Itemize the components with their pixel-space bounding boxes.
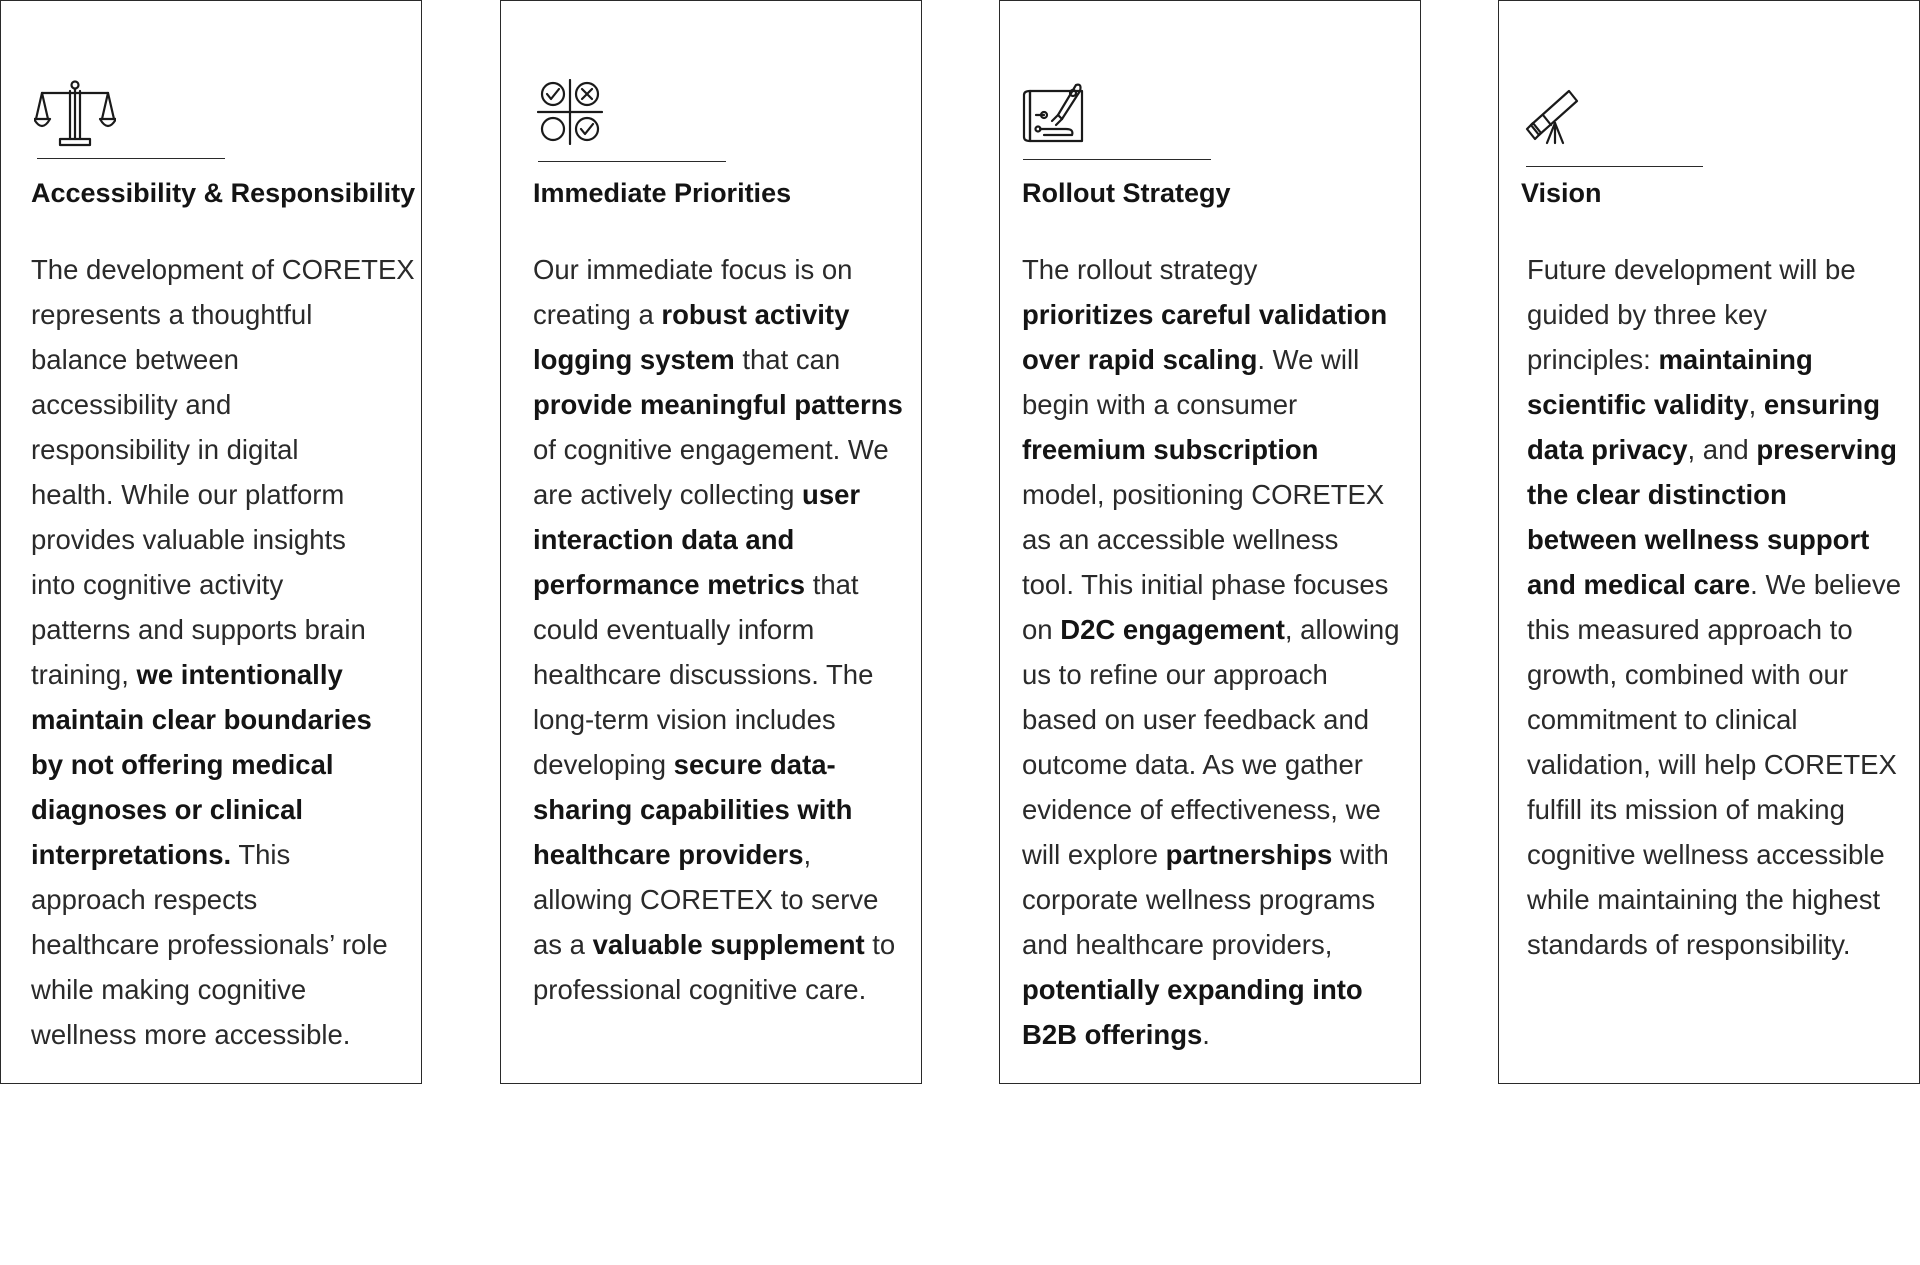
text-run: are actively collecting: [533, 479, 803, 510]
bold-text: between wellness support: [1527, 524, 1870, 555]
body-line: [31, 337, 407, 382]
text-run: This: [231, 839, 291, 870]
card-title: Accessibility & Responsibility: [31, 178, 416, 208]
body-line: [1527, 247, 1903, 292]
body-line: [533, 787, 909, 832]
text-run: based on user feedback and: [1022, 704, 1370, 735]
bold-text: healthcare providers: [533, 839, 804, 870]
body-line: [533, 292, 909, 337]
body-line: [1527, 922, 1903, 967]
body-line: [1527, 607, 1903, 652]
bold-text: maintaining: [1658, 344, 1813, 375]
text-run: allowing CORETEX to serve: [533, 884, 879, 915]
bold-text: over rapid scaling: [1022, 344, 1258, 375]
bold-text: logging system: [533, 344, 735, 375]
text-run: and healthcare providers,: [1022, 929, 1333, 960]
body-line: [533, 652, 909, 697]
text-run: creating a: [533, 299, 662, 330]
body-line: [31, 742, 407, 787]
body-line: [1527, 517, 1903, 562]
text-run: ,: [803, 839, 812, 870]
text-run: The development of CORETEX: [31, 254, 415, 285]
body-line: [533, 832, 909, 877]
text-run: patterns and supports brain: [31, 614, 366, 645]
body-line: [1022, 427, 1398, 472]
tic-tac-toe-grid-icon: [537, 79, 603, 145]
body-line: [1527, 697, 1903, 742]
body-line: [31, 697, 407, 742]
text-run: professional cognitive care.: [533, 974, 867, 1005]
text-run: evidence of effectiveness, we: [1022, 794, 1381, 825]
text-run: that can: [734, 344, 841, 375]
bold-text: user: [802, 479, 861, 510]
card-body: [533, 247, 909, 1012]
bold-text: freemium subscription: [1022, 434, 1319, 465]
text-run: will explore: [1022, 839, 1166, 870]
body-line: [533, 562, 909, 607]
body-line: [533, 742, 909, 787]
text-run: cognitive wellness accessible: [1527, 839, 1885, 870]
text-run: begin with a consumer: [1022, 389, 1298, 420]
bold-text: ensuring: [1763, 389, 1881, 420]
text-run: as an accessible wellness: [1022, 524, 1339, 555]
bold-text: B2B offerings: [1022, 1019, 1203, 1050]
text-run: standards of responsibility.: [1527, 929, 1851, 960]
body-line: [31, 247, 415, 292]
body-line: [31, 832, 407, 877]
body-line: [533, 607, 909, 652]
body-line: [1022, 517, 1398, 562]
text-run: could eventually inform: [533, 614, 815, 645]
divider: [1023, 159, 1211, 160]
text-run: .: [1202, 1019, 1210, 1050]
body-line: [533, 877, 909, 922]
body-line: [1022, 742, 1398, 787]
text-run: commitment to clinical: [1527, 704, 1798, 735]
text-run: tool. This initial phase focuses: [1022, 569, 1389, 600]
bold-text: preserving: [1756, 434, 1897, 465]
text-run: accessibility and: [31, 389, 232, 420]
text-run: . We will: [1257, 344, 1360, 375]
text-run: outcome data. As we gather: [1022, 749, 1363, 780]
bold-text: data privacy: [1527, 434, 1688, 465]
body-line: [1022, 877, 1398, 922]
text-run: principles:: [1527, 344, 1659, 375]
body-line: [1022, 787, 1398, 832]
card-vision: [1498, 0, 1920, 1084]
body-line: [533, 967, 909, 1012]
body-line: [31, 472, 407, 517]
body-line: [1527, 292, 1903, 337]
body-line: [1022, 292, 1398, 337]
text-run: provides valuable insights: [31, 524, 346, 555]
bold-text: partnerships: [1165, 839, 1333, 870]
text-run: The rollout strategy: [1022, 254, 1258, 285]
bold-text: scientific validity: [1527, 389, 1749, 420]
card-rollout-strategy: [999, 0, 1421, 1084]
body-line: [31, 607, 407, 652]
body-line: [31, 877, 407, 922]
bold-text: prioritizes careful validation: [1022, 299, 1388, 330]
text-run: responsibility in digital: [31, 434, 299, 465]
text-run: us to refine our approach: [1022, 659, 1328, 690]
text-run: on: [1022, 614, 1061, 645]
bold-text: we intentionally: [136, 659, 343, 690]
body-line: [533, 517, 909, 562]
body-line: [1022, 652, 1398, 697]
text-run: health. While our platform: [31, 479, 345, 510]
bold-text: interaction data and: [533, 524, 795, 555]
text-run: of cognitive engagement. We: [533, 434, 889, 465]
body-line: [533, 247, 909, 292]
text-run: approach respects: [31, 884, 258, 915]
text-run: wellness more accessible.: [31, 1019, 351, 1050]
text-run: corporate wellness programs: [1022, 884, 1376, 915]
body-line: [1022, 337, 1398, 382]
body-line: [1022, 472, 1398, 517]
text-run: . We believe: [1750, 569, 1901, 600]
body-line: [533, 337, 909, 382]
body-line: [533, 427, 909, 472]
body-line: [31, 922, 407, 967]
body-line: [533, 382, 909, 427]
card-title: Rollout Strategy: [1022, 178, 1231, 208]
body-line: [31, 652, 407, 697]
text-run: this measured approach to: [1527, 614, 1853, 645]
bold-text: potentially expanding into: [1022, 974, 1363, 1005]
text-run: Future development will be: [1527, 254, 1856, 285]
text-run: while making cognitive: [31, 974, 307, 1005]
text-run: with: [1332, 839, 1389, 870]
body-line: [31, 1012, 407, 1057]
bold-text: secure data-: [673, 749, 836, 780]
body-line: [1022, 922, 1398, 967]
body-line: [533, 922, 909, 967]
body-line: [31, 517, 407, 562]
rocket-roadmap-icon: [1022, 79, 1086, 145]
body-line: [1022, 382, 1398, 427]
text-run: model, positioning CORETEX: [1022, 479, 1385, 510]
bold-text: by not offering medical: [31, 749, 334, 780]
card-body: [1527, 247, 1903, 967]
body-line: [1527, 832, 1903, 877]
body-line: [1527, 877, 1903, 922]
text-run: fulfill its mission of making: [1527, 794, 1845, 825]
bold-text: valuable supplement: [592, 929, 865, 960]
body-line: [31, 967, 407, 1012]
text-run: Our immediate focus is on: [533, 254, 853, 285]
text-run: , and: [1687, 434, 1757, 465]
bold-text: robust activity: [661, 299, 850, 330]
text-run: long-term vision includes: [533, 704, 836, 735]
text-run: balance between: [31, 344, 239, 375]
text-run: represents a thoughtful: [31, 299, 313, 330]
body-line: [1022, 247, 1398, 292]
body-line: [1022, 697, 1398, 742]
text-run: as a: [533, 929, 593, 960]
card-title: Immediate Priorities: [533, 178, 792, 208]
body-line: [1022, 607, 1398, 652]
divider: [538, 161, 726, 162]
body-line: [1527, 742, 1903, 787]
body-line: [533, 472, 909, 517]
body-line: [1527, 337, 1903, 382]
bold-text: diagnoses or clinical: [31, 794, 304, 825]
text-run: healthcare professionals’ role: [31, 929, 388, 960]
bold-text: interpretations.: [31, 839, 232, 870]
text-run: training,: [31, 659, 137, 690]
card-body: [31, 247, 415, 1057]
body-line: [1022, 832, 1398, 877]
text-run: growth, combined with our: [1527, 659, 1848, 690]
body-line: [1022, 562, 1398, 607]
text-run: to: [864, 929, 896, 960]
divider: [37, 158, 225, 159]
body-line: [1022, 967, 1398, 1012]
body-line: [31, 787, 407, 832]
card-title: Vision: [1521, 178, 1602, 208]
bold-text: D2C engagement: [1060, 614, 1285, 645]
card-accessibility-responsibility: [0, 0, 422, 1084]
card-immediate-priorities: [500, 0, 922, 1084]
body-line: [31, 562, 407, 607]
body-line: [31, 292, 407, 337]
body-line: [1527, 652, 1903, 697]
telescope-icon: [1525, 89, 1579, 145]
bold-text: sharing capabilities with: [533, 794, 853, 825]
text-run: healthcare discussions. The: [533, 659, 874, 690]
balance-scale-icon: [34, 79, 116, 149]
bold-text: and medical care: [1527, 569, 1751, 600]
body-line: [1527, 427, 1903, 472]
body-line: [1527, 472, 1903, 517]
bold-text: provide meaningful patterns: [533, 389, 903, 420]
text-run: guided by three key: [1527, 299, 1768, 330]
bold-text: maintain clear boundaries: [31, 704, 372, 735]
body-line: [31, 382, 407, 427]
body-line: [1527, 562, 1903, 607]
text-run: developing: [533, 749, 674, 780]
divider: [1526, 166, 1703, 167]
bold-text: performance metrics: [533, 569, 806, 600]
body-line: [31, 427, 407, 472]
body-line: [1527, 382, 1903, 427]
text-run: that: [805, 569, 859, 600]
bold-text: the clear distinction: [1527, 479, 1787, 510]
text-run: ,: [1748, 389, 1764, 420]
card-body: [1022, 247, 1398, 1057]
text-run: validation, will help CORETEX: [1527, 749, 1897, 780]
body-line: [1527, 787, 1903, 832]
body-line: [533, 697, 909, 742]
text-run: while maintaining the highest: [1527, 884, 1881, 915]
text-run: into cognitive activity: [31, 569, 284, 600]
body-line: [1022, 1012, 1398, 1057]
text-run: , allowing: [1284, 614, 1400, 645]
